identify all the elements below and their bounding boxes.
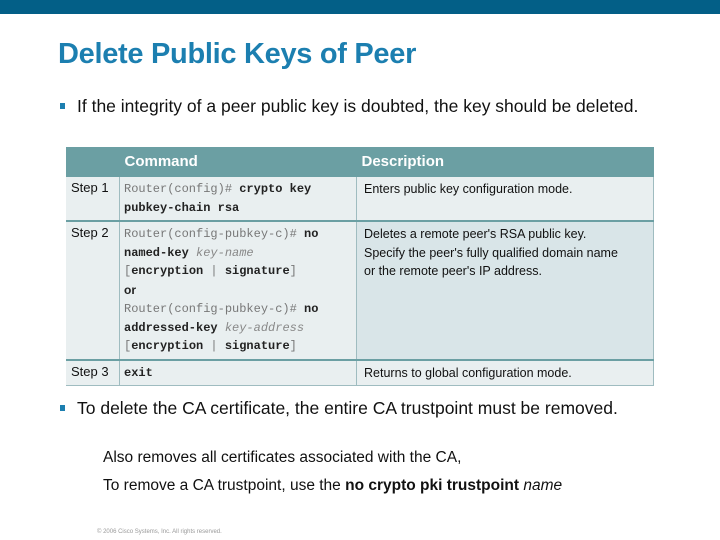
command-segment: addressed-key [124,320,225,335]
command-segment: key-address [224,320,305,335]
step-label: Step 1 [66,176,120,221]
command-line [124,180,352,199]
sub-item-2: To remove a CA trustpoint, use the no crypto pki trustpoint name [103,477,563,494]
command-line [124,337,352,356]
command-line [124,300,352,319]
command-segment: exit [124,365,153,380]
step-label: Step 2 [66,221,120,360]
command-text: no crypto pki trustpoint [345,477,520,494]
description-cell [357,360,654,386]
top-banner [0,0,720,14]
header-description: Description [357,147,654,176]
command-segment: | [203,264,225,278]
sub-item-1: Also removes all certificates associated with the CA, [103,449,462,466]
command-table [66,147,654,380]
command-segment: Router(config-pubkey-c)# [124,227,305,241]
command-line [124,281,352,301]
command-cell [120,360,357,386]
table-row [66,176,654,221]
command-segment: [ [124,264,132,278]
table-row [66,221,654,360]
bullet-square-icon [60,405,65,411]
command-segment: or [124,282,136,297]
command-segment: | [203,339,225,353]
command-cell [120,176,357,221]
table-row [66,360,654,386]
command-segment: signature [224,264,290,278]
bullet-square-icon [60,103,65,109]
command-segment: no [304,302,319,316]
description-cell [357,221,654,360]
slide-title: Delete Public Keys of Peer [58,38,417,70]
header-step [66,147,120,176]
command-segment: [ [124,339,132,353]
command-line [124,199,352,218]
header-command: Command [120,147,357,176]
command-line [124,319,352,338]
command-segment: ] [289,339,297,353]
description-line: or the remote peer's IP address. [364,264,542,278]
command-cell [120,221,357,360]
command-segment: encryption [131,264,204,278]
command-line [124,244,352,263]
command-line [124,364,352,383]
step-label: Step 3 [66,360,120,386]
command-segment: no [304,227,319,241]
bullet-2: To delete the CA certificate, the entire CA trustpoint must be removed. [60,397,660,419]
description-cell [357,176,654,221]
description-line: Enters public key configuration mode. [364,182,573,196]
command-segment: crypto key [239,182,312,196]
command-segment: key-name [196,245,254,260]
bullet-1: If the integrity of a peer public key is doubted, the key should be deleted. [60,95,660,117]
command-segment: encryption [131,339,204,353]
command-segment: Router(config-pubkey-c)# [124,302,305,316]
command-segment: pubkey-chain rsa [124,200,240,215]
command-segment: ] [289,264,297,278]
description-line: Specify the peer's fully qualified domain name [364,245,618,260]
command-segment: named-key [124,245,197,260]
command-line [124,262,352,281]
description-line: Returns to global configuration mode. [364,365,572,380]
description-line: Deletes a remote peer's RSA public key. [364,227,587,241]
command-segment: Router(config)# [124,182,240,196]
command-segment: signature [224,339,290,353]
copyright-footer: © 2006 Cisco Systems, Inc. All rights reserved. [97,529,222,535]
command-line [124,225,352,244]
